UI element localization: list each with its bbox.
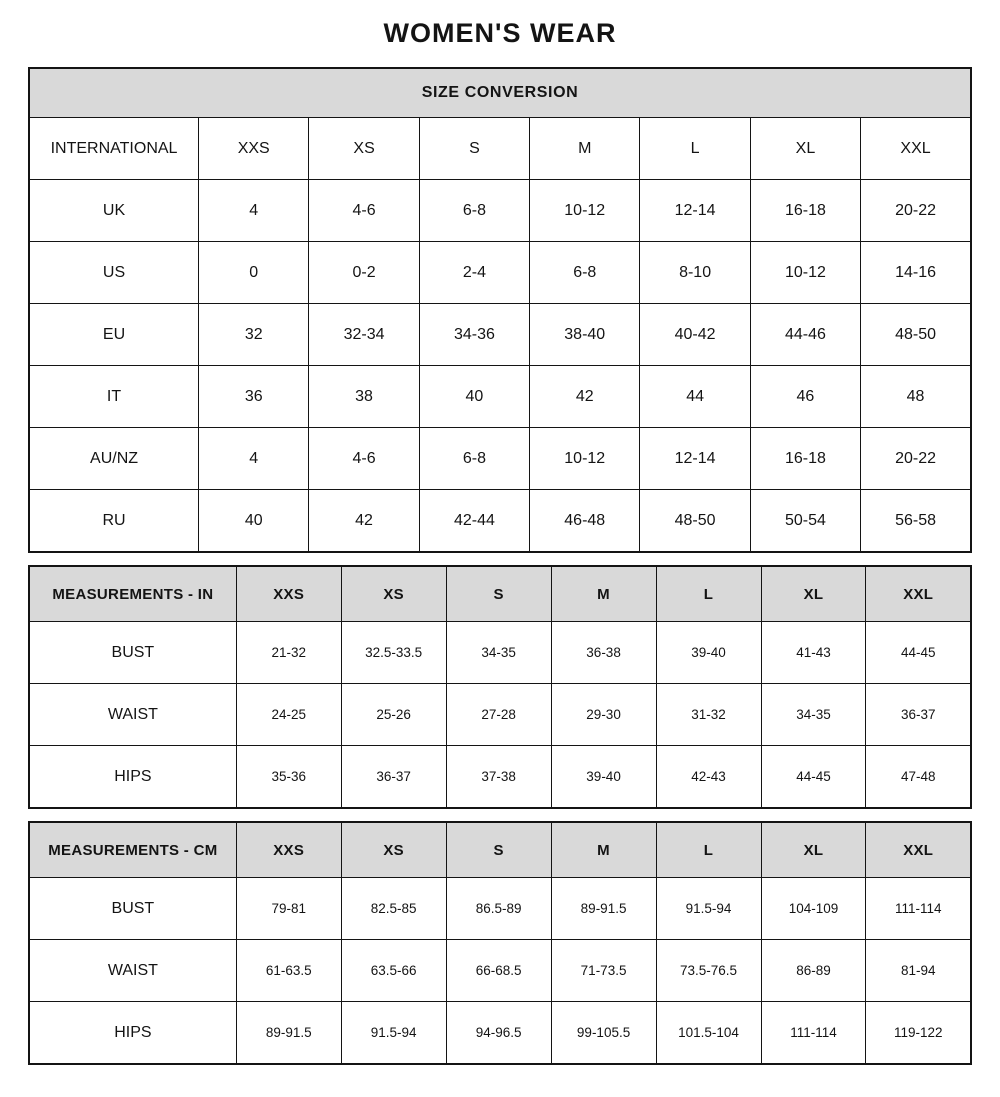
value-cell: 44-45 [866,622,971,684]
value-cell: 40 [199,490,309,553]
value-cell: 40-42 [640,304,750,366]
value-cell: 2-4 [419,242,529,304]
value-cell: 40 [419,366,529,428]
row-label: UK [29,180,199,242]
value-cell: 81-94 [866,940,971,1002]
value-cell: 6-8 [530,242,640,304]
value-cell: 16-18 [750,180,860,242]
value-cell: 42-43 [656,746,761,809]
column-header: XXS [236,566,341,622]
table-label-header: MEASUREMENTS - IN [29,566,236,622]
table-label-header: MEASUREMENTS - CM [29,822,236,878]
value-cell: 12-14 [640,180,750,242]
value-cell: 36-37 [341,746,446,809]
value-cell: 36-38 [551,622,656,684]
table-row [29,622,971,684]
table-row [29,1002,971,1065]
table-caption-row [29,68,971,118]
value-cell: 34-35 [446,622,551,684]
row-label: AU/NZ [29,428,199,490]
table-row [29,428,971,490]
value-cell: 36 [199,366,309,428]
value-cell: 6-8 [419,180,529,242]
value-cell: 91.5-94 [341,1002,446,1065]
value-cell: XS [309,118,419,180]
value-cell: 41-43 [761,622,866,684]
column-header: L [656,566,761,622]
value-cell: 20-22 [861,428,971,490]
value-cell: 39-40 [656,622,761,684]
value-cell: 56-58 [861,490,971,553]
value-cell: 32-34 [309,304,419,366]
value-cell: 38-40 [530,304,640,366]
value-cell: 89-91.5 [236,1002,341,1065]
value-cell: 0-2 [309,242,419,304]
row-label: IT [29,366,199,428]
value-cell: M [530,118,640,180]
value-cell: 4 [199,428,309,490]
column-header: M [551,822,656,878]
row-label: INTERNATIONAL [29,118,199,180]
value-cell: 6-8 [419,428,529,490]
value-cell: 32.5-33.5 [341,622,446,684]
value-cell: 16-18 [750,428,860,490]
value-cell: 36-37 [866,684,971,746]
table-row [29,490,971,553]
column-header: XS [341,822,446,878]
value-cell: 47-48 [866,746,971,809]
value-cell: 111-114 [761,1002,866,1065]
value-cell: 0 [199,242,309,304]
row-label: HIPS [29,746,236,809]
column-header: XXL [866,566,971,622]
row-label: US [29,242,199,304]
value-cell: 42-44 [419,490,529,553]
value-cell: 73.5-76.5 [656,940,761,1002]
value-cell: 4-6 [309,180,419,242]
value-cell: 38 [309,366,419,428]
value-cell: 63.5-66 [341,940,446,1002]
value-cell: 32 [199,304,309,366]
value-cell: XL [750,118,860,180]
value-cell: 44 [640,366,750,428]
value-cell: 44-45 [761,746,866,809]
size-conversion-table [28,67,972,553]
row-label: BUST [29,878,236,940]
row-label: EU [29,304,199,366]
table-row [29,242,971,304]
value-cell: 10-12 [530,180,640,242]
row-label: WAIST [29,940,236,1002]
value-cell: 4 [199,180,309,242]
value-cell: 50-54 [750,490,860,553]
table-row [29,878,971,940]
value-cell: 44-46 [750,304,860,366]
value-cell: 31-32 [656,684,761,746]
value-cell: 25-26 [341,684,446,746]
value-cell: 21-32 [236,622,341,684]
value-cell: 111-114 [866,878,971,940]
value-cell: L [640,118,750,180]
value-cell: 46-48 [530,490,640,553]
value-cell: 34-35 [761,684,866,746]
table-row [29,180,971,242]
value-cell: 24-25 [236,684,341,746]
row-label: RU [29,490,199,553]
column-header: M [551,566,656,622]
value-cell: 46 [750,366,860,428]
value-cell: 86-89 [761,940,866,1002]
value-cell: 20-22 [861,180,971,242]
value-cell: 66-68.5 [446,940,551,1002]
value-cell: 61-63.5 [236,940,341,1002]
value-cell: 12-14 [640,428,750,490]
value-cell: 94-96.5 [446,1002,551,1065]
value-cell: 89-91.5 [551,878,656,940]
column-header: XL [761,822,866,878]
column-header: XXL [866,822,971,878]
value-cell: XXS [199,118,309,180]
value-cell: 71-73.5 [551,940,656,1002]
row-label: HIPS [29,1002,236,1065]
column-header: XXS [236,822,341,878]
table-row [29,118,971,180]
value-cell: 119-122 [866,1002,971,1065]
value-cell: 34-36 [419,304,529,366]
column-header: S [446,822,551,878]
value-cell: 79-81 [236,878,341,940]
table-caption: SIZE CONVERSION [29,68,971,118]
value-cell: 48 [861,366,971,428]
table-row [29,746,971,809]
column-header: XS [341,566,446,622]
row-label: WAIST [29,684,236,746]
value-cell: 8-10 [640,242,750,304]
measurements-in-table [28,565,972,809]
column-header: S [446,566,551,622]
value-cell: 14-16 [861,242,971,304]
value-cell: 35-36 [236,746,341,809]
column-header: XL [761,566,866,622]
table-header-row [29,566,971,622]
value-cell: 10-12 [750,242,860,304]
table-row [29,940,971,1002]
value-cell: 86.5-89 [446,878,551,940]
value-cell: 42 [530,366,640,428]
value-cell: 99-105.5 [551,1002,656,1065]
table-row [29,684,971,746]
value-cell: 29-30 [551,684,656,746]
value-cell: 82.5-85 [341,878,446,940]
value-cell: 48-50 [640,490,750,553]
value-cell: S [419,118,529,180]
value-cell: 10-12 [530,428,640,490]
table-header-row [29,822,971,878]
table-row [29,366,971,428]
value-cell: 42 [309,490,419,553]
value-cell: 101.5-104 [656,1002,761,1065]
column-header: L [656,822,761,878]
value-cell: 4-6 [309,428,419,490]
value-cell: 48-50 [861,304,971,366]
value-cell: 27-28 [446,684,551,746]
measurements-cm-table [28,821,972,1065]
value-cell: 37-38 [446,746,551,809]
row-label: BUST [29,622,236,684]
value-cell: 91.5-94 [656,878,761,940]
value-cell: 39-40 [551,746,656,809]
table-row [29,304,971,366]
value-cell: 104-109 [761,878,866,940]
value-cell: XXL [861,118,971,180]
page-title: WOMEN'S WEAR [383,18,617,48]
